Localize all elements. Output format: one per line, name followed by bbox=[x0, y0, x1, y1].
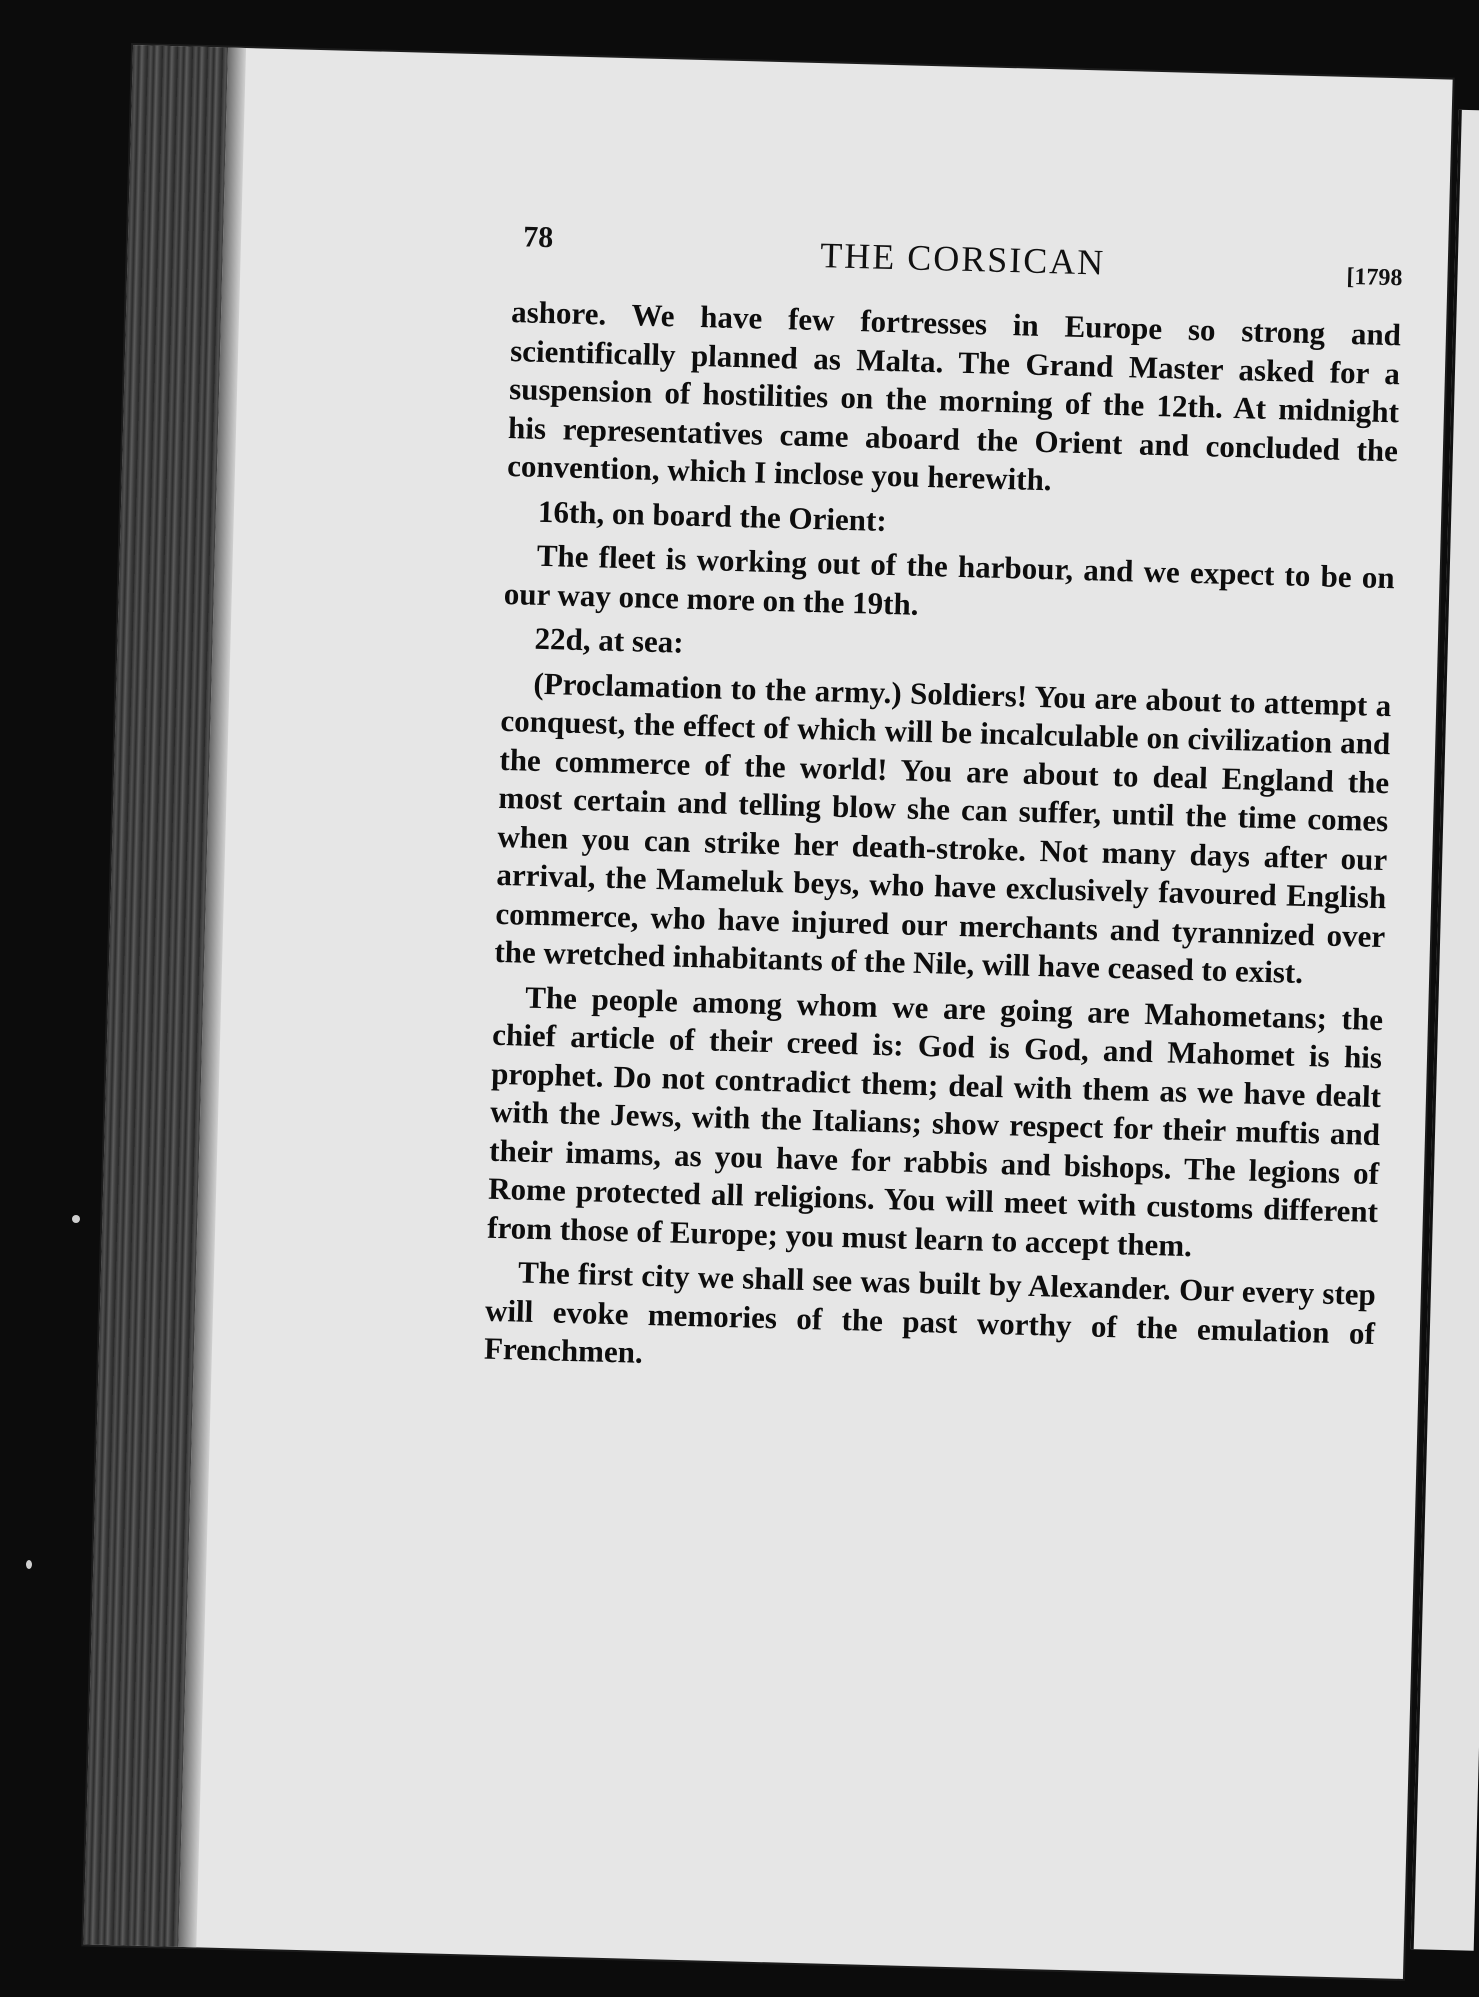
book-page bbox=[83, 45, 1452, 1979]
page-number: 78 bbox=[522, 220, 554, 255]
body-text bbox=[484, 293, 1402, 1391]
paragraph: ashore. We have few fortresses in Europe so strong and scientifically planned as Malta. The Grand Master asked for a suspension of hostilities on the morning of the 12th. At midnight his representatives came aboard the Orient and concluded the convention, which I inclose you herewith. bbox=[506, 294, 1402, 498]
paragraph: 16th, on board the Orient: bbox=[537, 493, 888, 538]
running-title: THE CORSICAN bbox=[819, 235, 1106, 283]
scan-speck bbox=[72, 1215, 80, 1223]
header-year: [1798 bbox=[1346, 263, 1403, 292]
paragraph: The people among whom we are going are Mahometans; the chief article of their creed is: God is God, and Mahomet is his prophet. Do not contradict them; deal with them as we have dealt with the Jews, with the Italians; show respect for their muftis and their imams, as you have for rabbis and bishops. The legions of Rome protected all religions. You will meet with customs different from those of Europe; you must learn to accept them. bbox=[486, 979, 1384, 1263]
paragraph: 22d, at sea: bbox=[534, 620, 685, 660]
paragraph: The fleet is working out of the harbour, and we expect to be on our way once more on the 19th. bbox=[503, 537, 1396, 622]
page-header bbox=[522, 220, 1403, 303]
scan-speck bbox=[26, 1560, 32, 1569]
paragraph: (Proclamation to the army.) Soldiers! You are about to attempt a conquest, the effect of which will be incalculable on civilization and the commerce of the world! You are about to deal England the most certain and telling blow she can suffer, until the time comes when you can strike her death-stroke. Not many days after our arrival, the Mameluk beys, who have exclusively favoured English commerce, who have injured our merchants and tyrannized over the wretched inhabitants of the Nile, will have ceased to exist. bbox=[494, 665, 1392, 990]
paragraph: The first city we shall see was built by Alexander. Our every step will evoke memories of the past worthy of the emulation of Frenchmen. bbox=[483, 1254, 1377, 1370]
facing-page-edge bbox=[1411, 110, 1479, 1951]
